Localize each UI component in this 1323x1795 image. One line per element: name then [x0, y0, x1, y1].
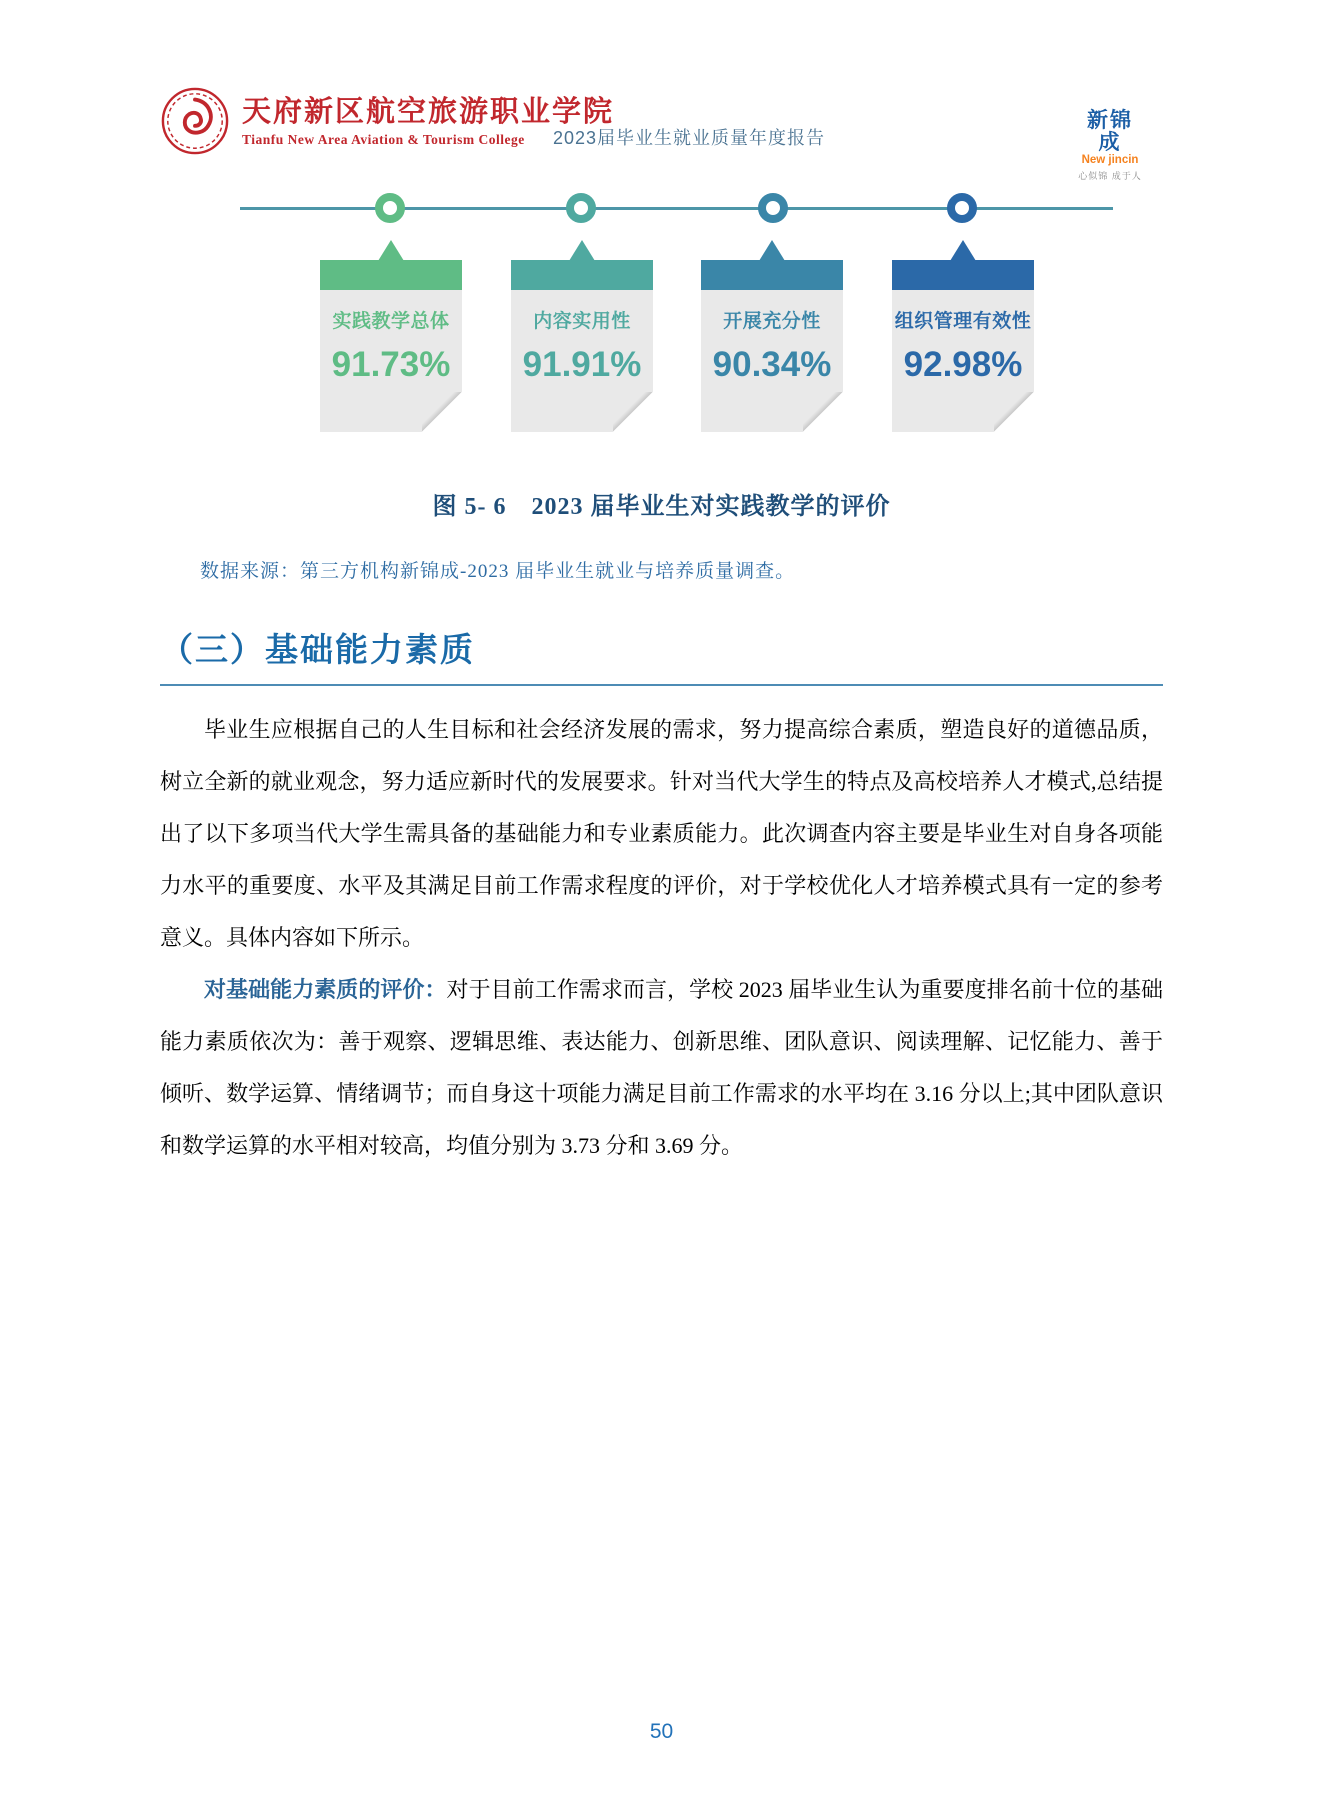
paragraph [160, 964, 1163, 1172]
metric-value: 92.98% [903, 345, 1023, 384]
metric-card-practice-overall [320, 260, 462, 432]
page-number: 50 [649, 1720, 674, 1743]
brand-logo-block [1078, 110, 1142, 182]
timeline-node-icon [375, 193, 405, 223]
report-header-title: 2023届毕业生就业质量年度报告 [553, 128, 826, 148]
metric-card-implementation [701, 260, 843, 432]
brand-tagline: 心似锦 成于人 [1078, 171, 1142, 181]
card-color-bar [511, 260, 653, 290]
metric-label: 实践教学总体 [332, 311, 450, 332]
metric-label: 组织管理有效性 [894, 311, 1032, 332]
paragraph-body-text: 对于目前工作需求而言，学校 2023 届毕业生认为重要度排名前十位的基础能力素质依次为：善于观察、逻辑思维、表达能力、创新思维、团队意识、阅读理解、记忆能力、善于倾听、数学运算、情绪调节；而自身这十项能力满足目前工作需求的水平均在 3.16 分以上;其中团队意识和数学运算的水平相对较高，均值分别为 3.73 分和 3.69 分。 [160, 977, 1163, 1158]
page-curl-decoration [613, 392, 653, 432]
metric-value: 90.34% [712, 345, 832, 384]
timeline-line [240, 207, 1113, 210]
college-name-en: Tianfu New Area Aviation & Tourism College [242, 131, 525, 147]
section-body [160, 704, 1163, 1172]
metric-label: 内容实用性 [533, 311, 631, 332]
card-pointer-icon [569, 240, 595, 261]
card-color-bar [701, 260, 843, 290]
metric-value: 91.91% [522, 345, 642, 384]
paragraph-lead-label: 对基础能力素质的评价： [204, 977, 447, 1002]
metric-card-content-usefulness [511, 260, 653, 432]
card-pointer-icon [759, 240, 785, 261]
college-name-zh: 天府新区航空旅游职业学院 [242, 95, 615, 128]
timeline-node-icon [758, 193, 788, 223]
brand-subname: New jincin [1081, 154, 1139, 166]
card-color-bar [320, 260, 462, 290]
figure-source-note: 数据来源：第三方机构新锦成-2023 届毕业生就业与培养质量调查。 [200, 561, 796, 582]
metric-card-org-effectiveness [892, 260, 1034, 432]
college-phoenix-logo-icon [160, 86, 230, 156]
figure-caption: 图 5- 6 2023 届毕业生对实践教学的评价 [432, 494, 891, 520]
metric-value: 91.73% [331, 345, 451, 384]
card-pointer-icon [378, 240, 404, 261]
card-color-bar [892, 260, 1034, 290]
page-curl-decoration [994, 392, 1034, 432]
metric-label: 开展充分性 [723, 311, 821, 332]
card-pointer-icon [950, 240, 976, 261]
timeline-node-icon [566, 193, 596, 223]
timeline-node-icon [947, 193, 977, 223]
page-curl-decoration [422, 392, 462, 432]
paragraph: 毕业生应根据自己的人生目标和社会经济发展的需求，努力提高综合素质，塑造良好的道德品质，树立全新的就业观念，努力适应新时代的发展要求。针对当代大学生的特点及高校培养人才模式,总结提出了以下多项当代大学生需具备的基础能力和专业素质能力。此次调查内容主要是毕业生对自身各项能力水平的重要度、水平及其满足目前工作需求程度的评价，对于学校优化人才培养模式具有一定的参考意义。具体内容如下所示。 [160, 717, 1163, 950]
brand-name: 新锦成 [1087, 109, 1133, 154]
college-logo-block [160, 86, 614, 156]
section-heading: （三）基础能力素质 [160, 633, 475, 669]
page-curl-decoration [803, 392, 843, 432]
section-heading-rule [160, 684, 1163, 686]
